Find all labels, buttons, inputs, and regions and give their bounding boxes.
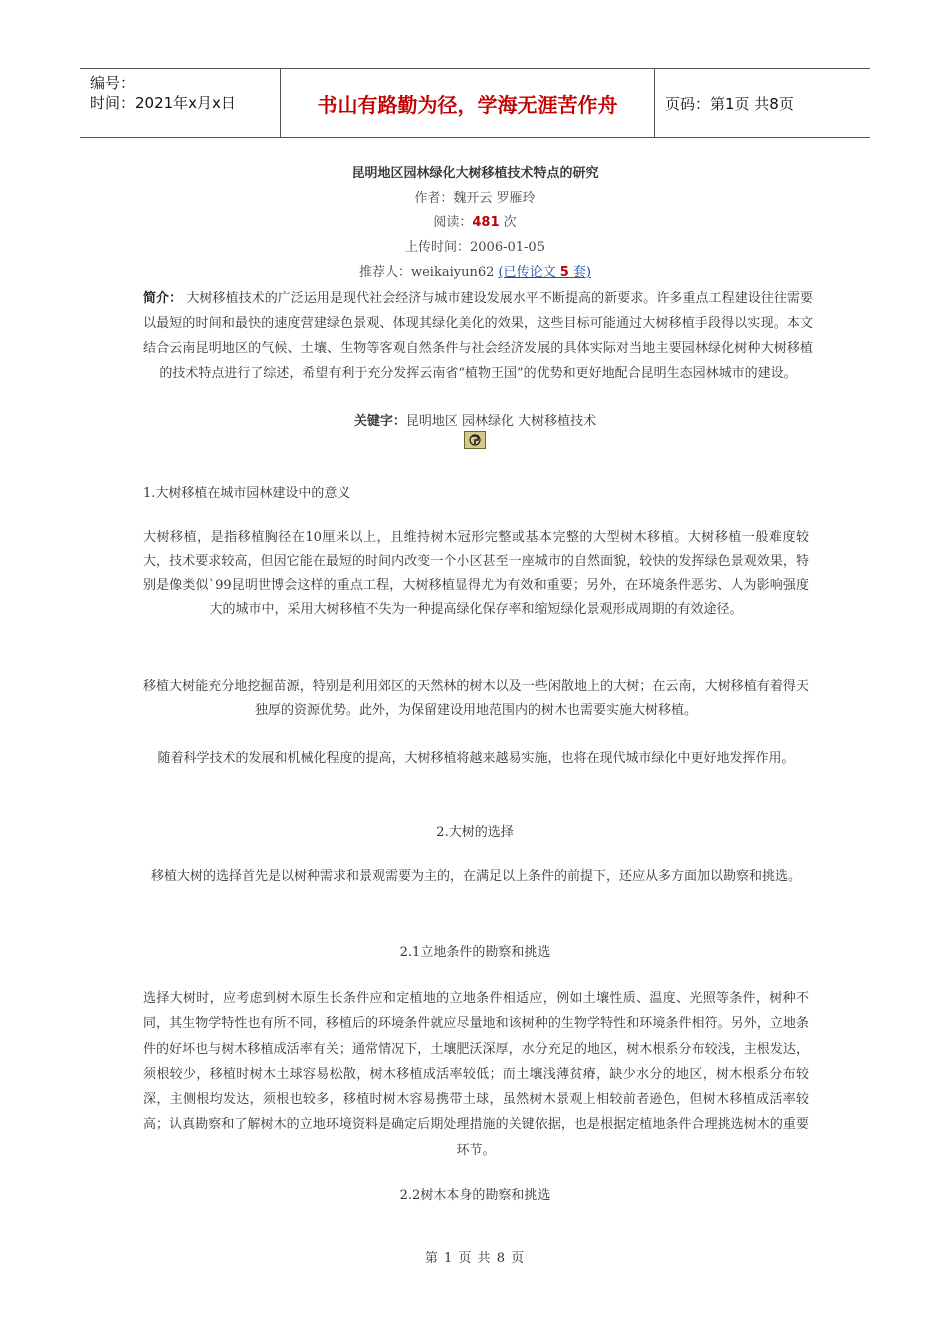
article-recommender <box>0 261 950 280</box>
reads-suffix: 次 <box>499 215 517 230</box>
header-meta <box>90 73 236 113</box>
abstract-text: 大树移植技术的广泛运用是现代社会经济与城市建设发展水平不断提高的新要求。许多重点工程建设往往需要以最短的时间和最快的速度营建绿色景观、体现其绿化美化的效果，这些目标可能通过大树移植手段得以实现。本文结合云南昆明地区的气候、土壤、生物等客观自然条件与社会经济发展的具体实际对当地主要园林绿化树种大树移植的技术特点进行了综述，希望有利于充分发挥云南省“植物王国”的优势和更好地配合昆明生态园林城市的建设。 <box>143 291 813 381</box>
paragraph: 选择大树时，应考虑到树木原生长条件应和定植地的立地条件相适应，例如土壤性质、温度、光照等条件，树种不同，其生物学特性也有所不同，移植后的环境条件就应尽量地和该树种的生物学特性和环境条件相符。另外，立地条件的好坏也与树木移植成活率有关；通常情况下，土壤肥沃深厚，水分充足的地区，树木根系分布较浅，主根发达，须根较少，移植时树木土球容易松散，树木移植成活率较低；而土壤浅薄贫瘠，缺少水分的地区，树木根系分布较深，主侧根均发达，须根也较多，移植时树木容易携带土球，虽然树木景观上相较前者逊色，但树木移植成活率较高；认真勘察和了解树木的立地环境资料是确定后期处理措施的关键依据，也是根据定植地条件合理挑选树木的重要环节。 <box>143 991 809 1158</box>
paragraph: 移植大树能充分地挖掘苗源，特别是利用郊区的天然林的树木以及一些闲散地上的大树；在云南，大树移植有着得天独厚的资源优势。此外，为保留建设用地范围内的树木也需要实施大树移植。 <box>143 679 809 718</box>
link-prefix: (已传论文 <box>498 265 560 280</box>
header-divider <box>654 69 655 137</box>
article-abstract <box>143 286 813 386</box>
number-label: 编号： <box>90 74 136 92</box>
link-count: 5 <box>559 265 569 280</box>
recommender-prefix: 推荐人：weikaiyun62 <box>358 265 499 280</box>
article-author: 作者：魏开云 罗雁玲 <box>414 191 536 206</box>
page-footer: 第 1 页 共 8 页 <box>424 1251 526 1266</box>
paragraph: 移植大树的选择首先是以树种需求和景观需要为主的，在满足以上条件的前提下，还应从多方面加以勘察和挑选。 <box>150 869 801 884</box>
paragraph: 大树移植，是指移植胸径在10厘米以上，且维持树木冠形完整或基本完整的大型树木移植。大树移植一般难度较大，技术要求较高，但因它能在最短的时间内改变一个小区甚至一座城市的自然面貌，较快的发挥绿色景观效果，特别是像类似`99昆明世博会这样的重点工程，大树移植显得尤为有效和重要；另外，在环境条件恶劣、人为影响强度大的城市中，采用大树移植不失为一种提高绿化保存率和缩短绿化景观形成周期的有效途径。 <box>143 530 809 617</box>
time-label: 时间：2021年x月x日 <box>90 94 236 112</box>
header-page-label: 页码：第1页 共8页 <box>665 94 794 113</box>
abstract-label: 简介： <box>143 291 183 306</box>
section-2-title: 2.大树的选择 <box>436 825 514 840</box>
uploaded-papers-link[interactable] <box>499 265 591 280</box>
section-1-title: 1.大树移植在城市园林建设中的意义 <box>143 486 351 501</box>
article-upload-time: 上传时间：2006-01-05 <box>405 240 545 255</box>
article-title: 昆明地区园林绿化大树移植技术特点的研究 <box>351 166 599 181</box>
header-motto: 书山有路勤为径，学海无涯苦作舟 <box>317 92 618 117</box>
keywords-label: 关键字： <box>353 414 406 429</box>
link-suffix: 套) <box>568 265 591 280</box>
section-2-1-title: 2.1立地条件的勘察和挑选 <box>399 945 551 960</box>
reads-prefix: 阅读： <box>433 215 473 230</box>
section-2-2-title: 2.2树木本身的勘察和挑选 <box>399 1188 551 1203</box>
keywords-text: 昆明地区 园林绿化 大树移植技术 <box>405 414 597 429</box>
attachment-icon[interactable] <box>464 431 486 449</box>
paragraph: 随着科学技术的发展和机械化程度的提高，大树移植将越来越易实施，也将在现代城市绿化中更好地发挥作用。 <box>157 751 795 766</box>
reads-count: 481 <box>472 215 500 230</box>
article-reads <box>0 211 950 230</box>
article-keywords <box>0 410 950 429</box>
document-header <box>80 68 870 138</box>
